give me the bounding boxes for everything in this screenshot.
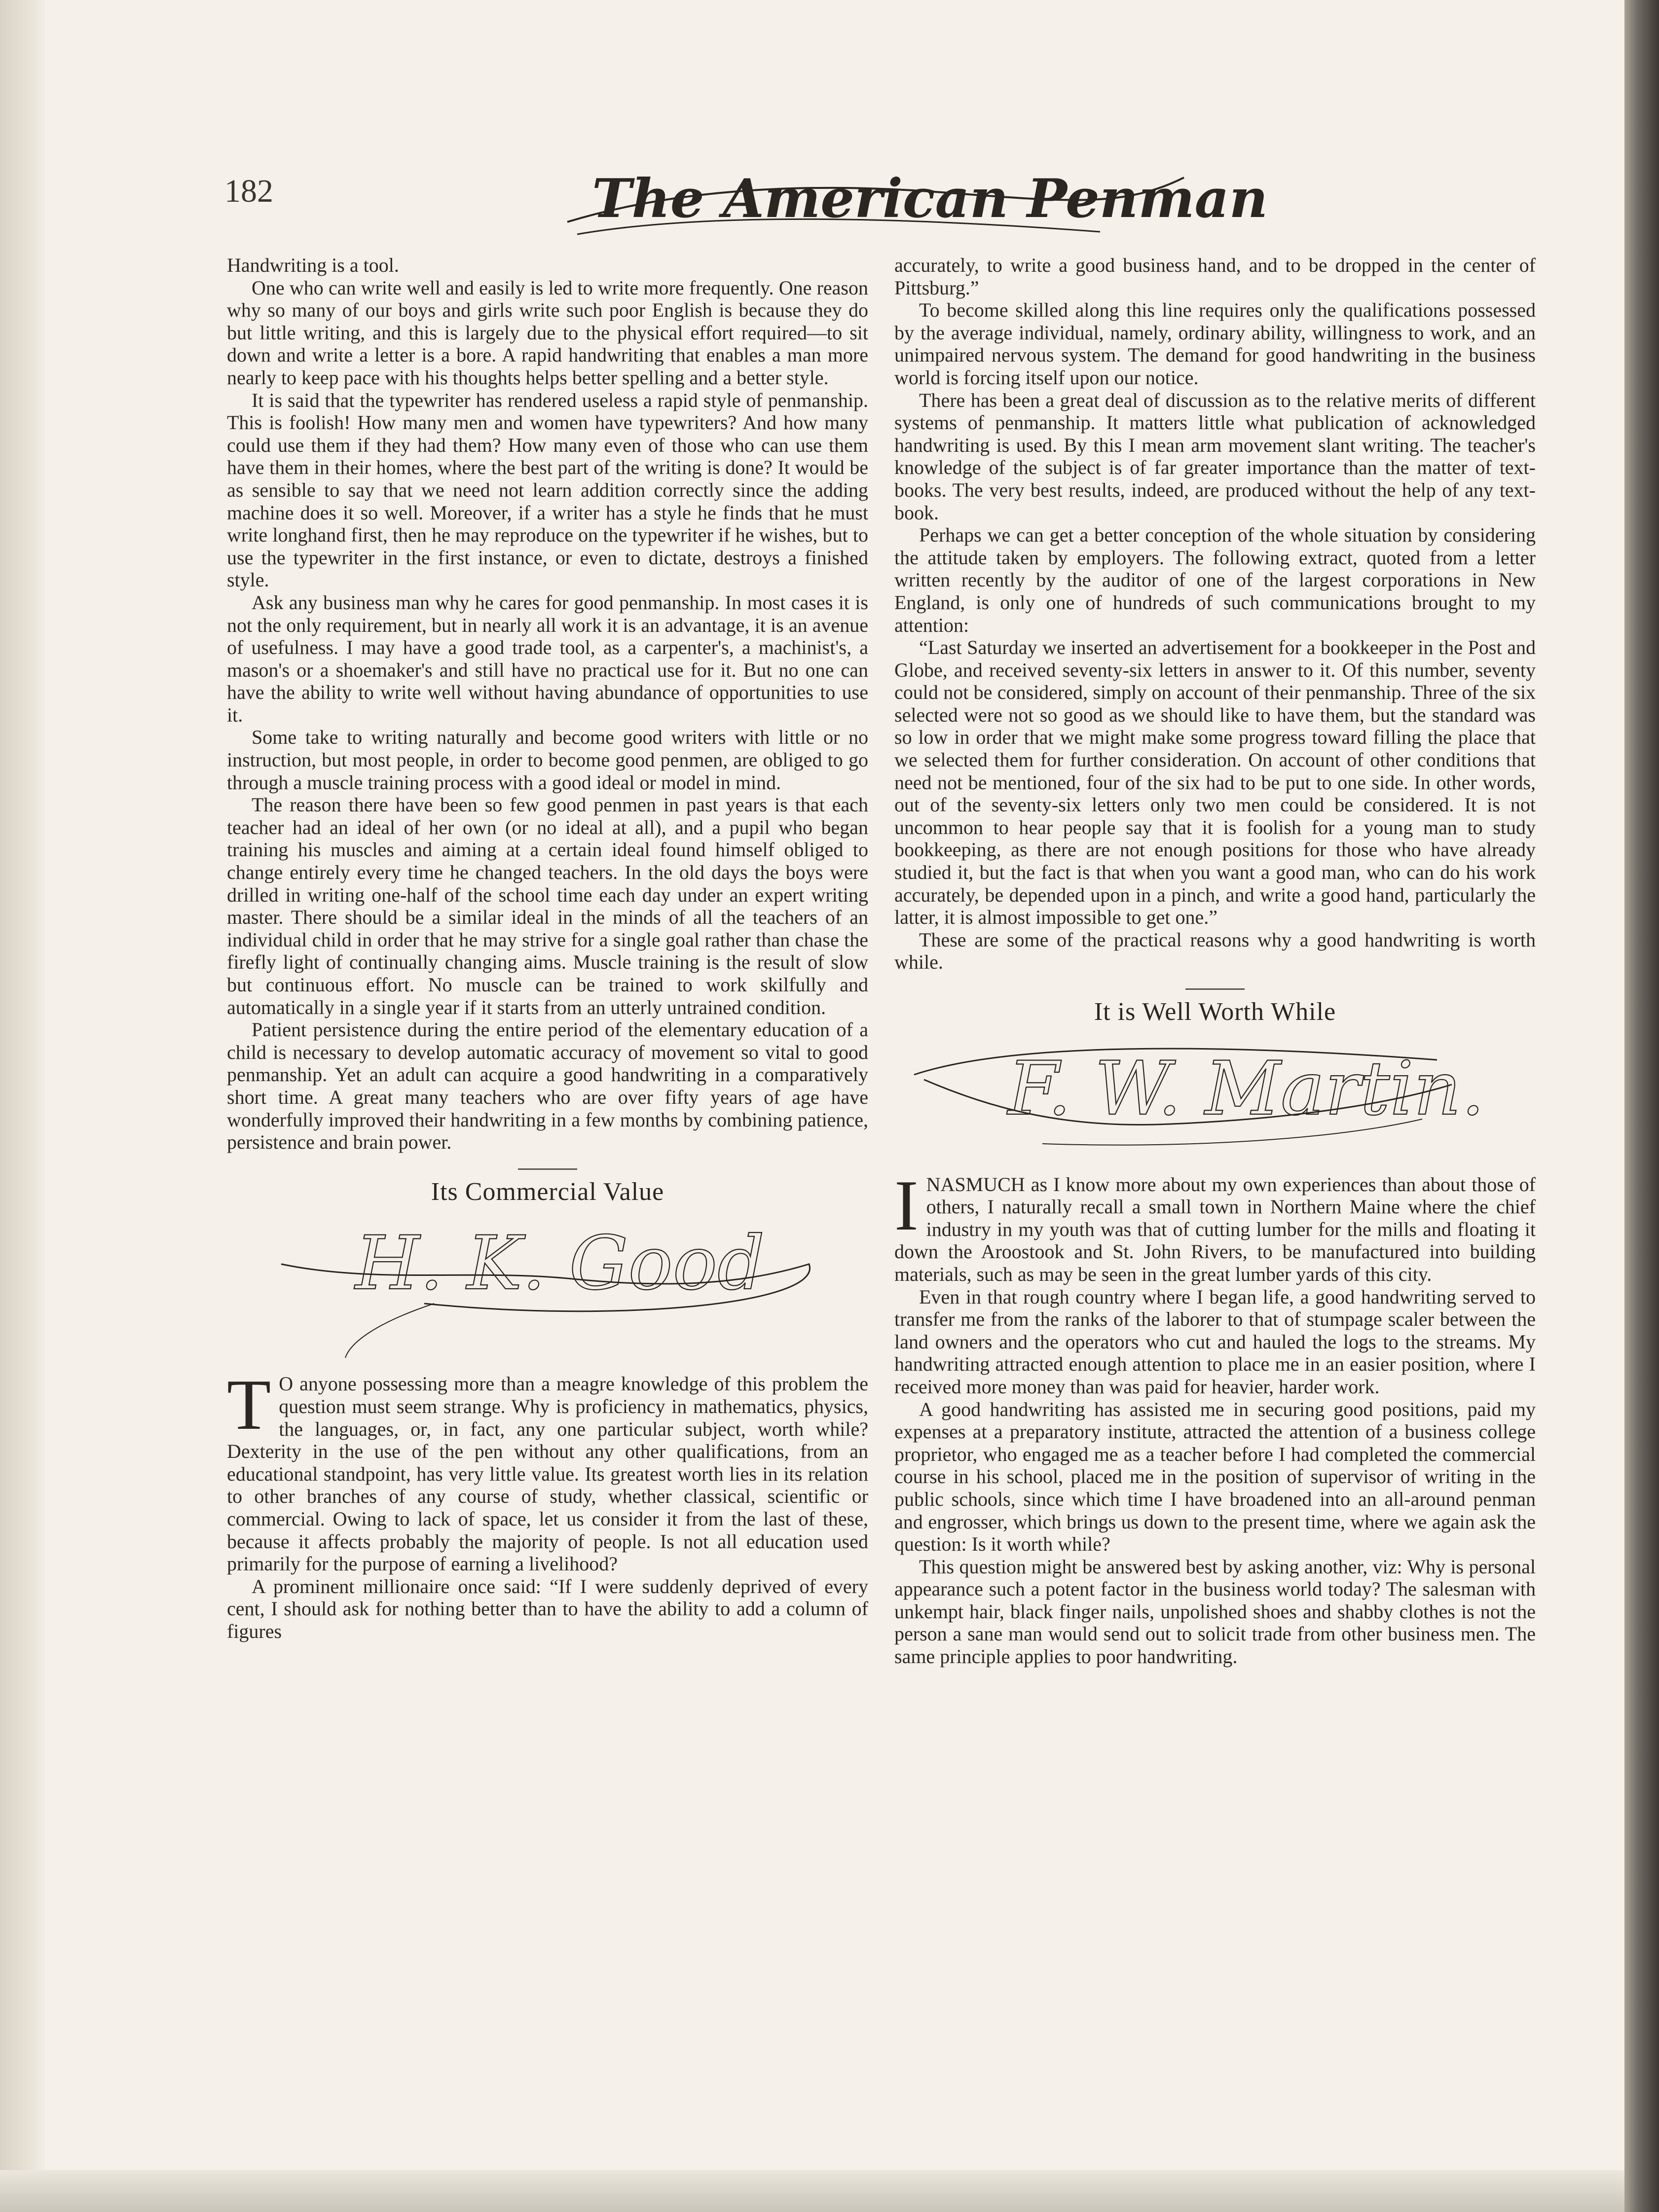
paragraph: “Last Saturday we inserted an advertisement for a bookkeeper in the Post and Globe, and received seventy-six letters in answer to it. Of this number, seventy could not be considered, simply on account of their penmanship. Three of the six selected were not so good as we should like to have them, but the standard was so low in order that we might make some progress toward filling the place that we selected them for further consideration. On account of other conditions that need not be mentioned, four of the six had to be put to one side. In other words, out of the seventy-six letters only two men could be considered. It is not uncommon to hear people say that it is foolish for a young man to study bookkeeping, as there are not enough positions for those who have already studied it, but the fact is that when you want a good man, who can do his work accurately, be depended upon in a pinch, and write a good hand, particularly the latter, it is almost impossible to get one.” — [894, 636, 1536, 929]
section-title-commercial-value: Its Commercial Value — [431, 1177, 664, 1206]
section-divider — [518, 1168, 577, 1170]
paragraph: Perhaps we can get a better conception of the whole situation by considering the attitude taken by employers. The following extract, quoted from a letter written recently by the auditor of one of the largest corporations in New England, is only one of hundreds of such communications brought to my attention: — [894, 524, 1536, 636]
paragraph: There has been a great deal of discussion as to the relative merits of different systems of penmanship. It matters little what publication of acknowledged handwriting is used. By this I mean arm movement slant writing. The teacher's knowledge of the subject is of far greater importance than the matter of text-books. The very best results, indeed, are produced without the help of any text-book. — [894, 389, 1536, 524]
paragraph: Patient persistence during the entire period of the elementary education of a child is necessary to develop automatic accuracy of movement so vital to good penmanship. Yet an adult can acquire a good handwriting in a comparatively short time. A great many teachers who are over fifty years of age have wonderfully improved their handwriting in a few months by combining patience, persistence and brain power. — [227, 1018, 868, 1154]
paragraph: One who can write well and easily is led to write more frequently. One reason why so many of our boys and girls write such poor English is because they do but little writing, and this is largely due to the physical effort required—to sit down and write a letter is a bore. A rapid handwriting that enables a man more nearly to keep pace with his thoughts helps better spelling and a better style. — [227, 276, 868, 389]
right-column — [894, 254, 1536, 1668]
section-title-worth-while: It is Well Worth While — [1094, 998, 1336, 1026]
paragraph: A prominent millionaire once said: “If I were suddenly deprived of every cent, I should ask for nothing better than to have the ability to add a column of figures — [227, 1575, 868, 1642]
lead-paragraph-text: O anyone possessing more than a meagre knowledge of this problem the question must seem strange. Why is proficiency in mathematics, physics, the languages, or, in fact, any one particular subject, worth while? Dexterity in the use of the pen without any other qualifications, from an educational standpoint, has very little value. Its greatest worth lies in its relation to other branches of any course of study, whether classical, scientific or commercial. Owing to lack of space, let us consider it from the last of these, because it affects probably the majority of people. Is not all education used primarily for the purpose of earning a livelihood? — [227, 1373, 868, 1575]
scan-right-edge — [1624, 0, 1659, 2212]
paragraph: accurately, to write a good business hand, and to be dropped in the center of Pittsburg.” — [894, 254, 1536, 299]
signature-text: H. K. Good — [355, 1221, 765, 1307]
paragraph: Some take to writing naturally and become good writers with little or no instruction, but most people, in order to become good penmen, are obliged to go through a muscle training process with a good ideal or model in mind. — [227, 726, 868, 794]
paragraph: Even in that rough country where I began life, a good handwriting served to transfer me from the ranks of the laborer to that of stumpage scaler between the land owners and the operators who cut and hauled the logs to the streams. My handwriting attracted enough attention to place me in an easier position, where I received more money than was paid for heavier, harder work. — [894, 1285, 1536, 1398]
paragraph: To become skilled along this line requires only the qualifications possessed by the average individual, namely, ordinary ability, willingness to work, and an unimpaired nervous system. The demand for good handwriting in the business world is forcing itself upon our notice. — [894, 299, 1536, 389]
lead-paragraph — [894, 1165, 1536, 1286]
signature-text: F. W. Martin. — [1008, 1046, 1485, 1132]
drop-cap: I — [894, 1165, 919, 1245]
signature-good — [227, 1210, 868, 1358]
left-column — [227, 254, 868, 1642]
drop-cap: T — [227, 1365, 271, 1445]
lead-paragraph — [227, 1365, 868, 1575]
paragraph: It is said that the typewriter has rendered useless a rapid style of penmanship. This is foolish! How many men and women have typewriters? And how many could use them if they had them? How many even of those who can use them have them in their homes, where the best part of the writing is done? It would be as sensible to say that we need not learn addition correctly since the adding machine does it so well. Moreover, if a writer has a style he finds that he must write longhand first, then he may reproduce on the typewriter if he wishes, but to use the typewriter in the first instance, or even to dictate, destroys a finished style. — [227, 389, 868, 591]
paragraph: Ask any business man why he cares for good penmanship. In most cases it is not the only requirement, but in nearly all work it is an advantage, it is an avenue of usefulness. I may have a good trade tool, as a carpenter's, a machinist's, a mason's or a shoemaker's and still have no practical use for it. But no one can have the ability to write well without having abundance of opportunities to use it. — [227, 591, 868, 726]
masthead-logo — [557, 148, 1268, 247]
section-divider — [1185, 988, 1245, 990]
paragraph: The reason there have been so few good penmen in past years is that each teacher had an ideal of her own (or no ideal at all), and a pupil who began training his muscles and aiming at a certain ideal found himself obliged to change entirely every time he changed teachers. In the old days the boys were drilled in writing one-half of the school time each day under an expert writing master. There should be a similar ideal in the minds of all the teachers of an individual child in order that he may strive for a single goal rather than chase the firefly light of continually changing aims. Muscle training is the result of slow but continuous effort. No muscle can be trained to work skilfully and automatically in a single year if it starts from an utterly untrained condition. — [227, 794, 868, 1018]
signature-martin — [894, 1030, 1536, 1159]
paragraph: Handwriting is a tool. — [227, 254, 399, 276]
masthead-title: The American Penman — [592, 168, 1268, 230]
paragraph: These are some of the practical reasons why a good handwriting is worth while. — [894, 928, 1536, 974]
scan-bottom-edge — [0, 2170, 1624, 2212]
page-number: 182 — [224, 173, 273, 209]
scan-left-margin — [0, 0, 45, 2212]
paragraph: This question might be answered best by asking another, viz: Why is personal appearance such a potent factor in the business world today? The salesman with unkempt hair, black finger nails, unpolished shoes and shabby clothes is not the person a sane man would send out to solicit trade from other business men. The same principle applies to poor handwriting. — [894, 1555, 1536, 1668]
paragraph: A good handwriting has assisted me in securing good positions, paid my expenses at a preparatory institute, attracted the attention of a business college proprietor, who engaged me as a teacher before I had completed the commercial course in his school, placed me in the position of supervisor of writing in the public schools, since which time I have broadened into an all-around penman and engrosser, which brings us down to the present time, where we again ask the question: Is it worth while? — [894, 1398, 1536, 1556]
lead-paragraph-text: NASMUCH as I know more about my own experiences than about those of others, I naturally recall a small town in Northern Maine where the chief industry in my youth was that of cutting lumber for the mills and floating it down the Aroostook and St. John Rivers, to be manufactured into building materials, such as may be seen in the great lumber yards of this city. — [894, 1173, 1536, 1285]
